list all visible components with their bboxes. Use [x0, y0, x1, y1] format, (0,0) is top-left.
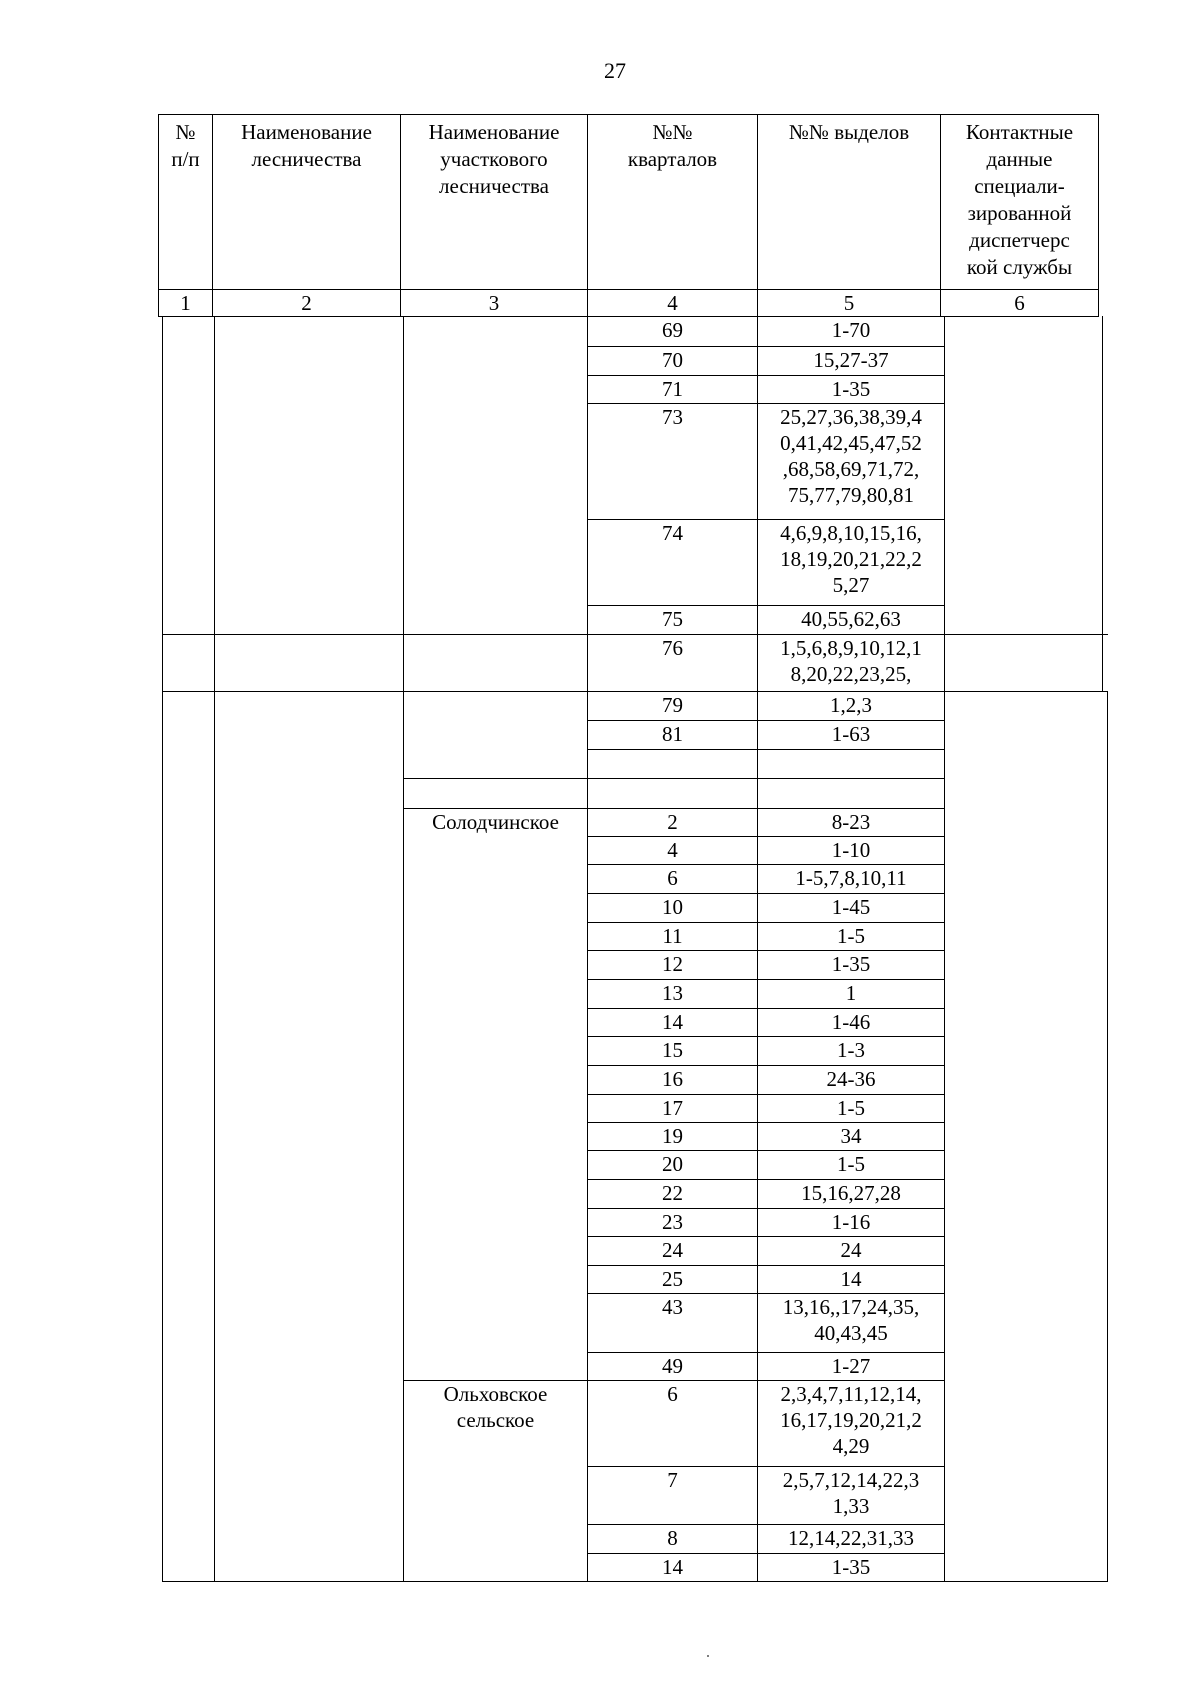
- plots-cell: [758, 1122, 944, 1151]
- plots-cell-text: 1-35: [831, 377, 871, 401]
- column-number-3: [401, 289, 587, 317]
- quarter-cell-text: 25: [662, 1267, 683, 1291]
- column-header-6-text: Контактные данные специали- зированной диспетчерс кой службы: [965, 120, 1074, 279]
- district-border: [403, 778, 587, 779]
- quarter-cell-text: 11: [662, 924, 683, 948]
- column-header-1: [159, 118, 212, 290]
- plots-cell-text: 4,6,9,8,10,15,16, 18,19,20,21,22,2 5,27: [780, 521, 922, 597]
- quarter-cell-text: 6: [667, 866, 678, 890]
- plots-cell-text: 1-45: [831, 895, 871, 919]
- plots-cell: [758, 346, 944, 376]
- plots-cell: [758, 1065, 944, 1095]
- table-bottom-border: [162, 1581, 587, 1582]
- quarter-cell: [588, 836, 757, 865]
- quarter-cell: [588, 403, 757, 520]
- plots-cell-text: 34: [840, 1124, 862, 1148]
- plots-cell: [758, 808, 944, 837]
- quarter-cell-text: 15: [662, 1038, 683, 1062]
- plots-cell: [758, 864, 944, 894]
- quarter-cell: [588, 720, 757, 750]
- plots-cell: [758, 1553, 944, 1582]
- district-olkhovskoe-text: Ольховское сельское: [443, 1382, 548, 1432]
- quarter-cell: [588, 979, 757, 1009]
- quarter-cell: [588, 1553, 757, 1582]
- column-number-1-text: 1: [180, 291, 191, 315]
- table-left-border: [162, 316, 163, 1581]
- quarter-cell: [588, 808, 757, 837]
- plots-cell-text: 1-35: [831, 952, 871, 976]
- header-divider: [158, 289, 1099, 290]
- quarter-cell-text: 7: [667, 1468, 678, 1492]
- column-header-5: [758, 118, 940, 290]
- page-number: 27: [604, 58, 626, 83]
- quarter-cell: [588, 1352, 757, 1381]
- quarter-cell-text: 79: [662, 693, 683, 717]
- quarter-cell-text: 49: [662, 1354, 683, 1378]
- quarter-cell-text: 24: [662, 1238, 683, 1262]
- plots-cell-text: 15,27-37: [813, 348, 889, 372]
- row-border: [587, 1581, 945, 1582]
- column-header-4-text: №№ кварталов: [627, 120, 718, 171]
- column-number-6-text: 6: [1014, 291, 1025, 315]
- plots-cell: [758, 1293, 944, 1353]
- quarter-cell: [588, 1150, 757, 1180]
- plots-cell-text: 13,16,,17,24,35, 40,43,45: [782, 1295, 920, 1345]
- quarter-cell-text: 10: [662, 895, 683, 919]
- plots-cell: [758, 634, 944, 692]
- column-header-3: [401, 118, 587, 290]
- quarter-cell-text: 73: [662, 405, 683, 429]
- column-number-4-text: 4: [667, 291, 678, 315]
- plots-cell: [758, 979, 944, 1009]
- plots-cell: [758, 922, 944, 951]
- column-header-5-text: №№ выделов: [788, 120, 910, 144]
- district-solodchinskoe: [404, 808, 587, 837]
- quarter-cell: [588, 634, 757, 692]
- column-number-3-text: 3: [488, 291, 500, 315]
- column-number-5: [758, 289, 940, 317]
- quarter-cell: [588, 1036, 757, 1066]
- plots-cell: [758, 1150, 944, 1180]
- quarter-col-border: [587, 316, 588, 1581]
- plots-cell-text: 1-27: [831, 1354, 871, 1378]
- quarter-cell-text: 23: [662, 1210, 683, 1234]
- quarter-cell-text: 76: [662, 636, 683, 660]
- quarter-cell-text: 71: [662, 377, 683, 401]
- column-number-4: [588, 289, 757, 317]
- quarter-cell: [588, 749, 757, 779]
- plots-cell: [758, 1466, 944, 1525]
- plots-cell-text: 1-63: [831, 722, 871, 746]
- column-header-4: [588, 118, 757, 290]
- quarter-cell: [588, 778, 757, 809]
- district-solodchinskoe-text: Солодчинское: [432, 810, 559, 834]
- header-col-border: [940, 114, 941, 316]
- quarter-cell: [588, 1236, 757, 1266]
- plots-cell: [758, 691, 944, 721]
- quarter-cell-text: 74: [662, 521, 683, 545]
- plots-right-border: [944, 316, 945, 1581]
- quarter-cell: [588, 1179, 757, 1209]
- plots-cell: [758, 1094, 944, 1123]
- plots-cell: [758, 316, 944, 347]
- plots-cell-text: 15,16,27,28: [801, 1181, 901, 1205]
- quarter-cell-text: 69: [662, 318, 683, 342]
- quarter-cell: [588, 1094, 757, 1123]
- header-top-border: [158, 114, 1099, 115]
- quarter-cell: [588, 1380, 757, 1467]
- quarter-cell: [588, 950, 757, 980]
- quarter-cell-text: 4: [667, 838, 678, 862]
- quarter-cell: [588, 316, 757, 347]
- quarter-cell: [588, 1208, 757, 1237]
- quarter-cell: [588, 1008, 757, 1037]
- quarter-cell: [588, 1065, 757, 1095]
- header-col-border: [400, 114, 401, 316]
- plots-cell-text: 1-5: [837, 1152, 865, 1176]
- plots-cell-text: 24: [840, 1238, 862, 1262]
- plots-cell-text: 1-10: [831, 838, 871, 862]
- quarter-cell-text: 13: [662, 981, 683, 1005]
- quarter-cell-text: 16: [662, 1067, 683, 1091]
- plots-cell: [758, 836, 944, 865]
- quarter-cell: [588, 864, 757, 894]
- plots-cell: [758, 749, 944, 779]
- quarter-cell: [588, 605, 757, 635]
- plots-cell: [758, 1179, 944, 1209]
- plots-cell: [758, 1352, 944, 1381]
- column-number-5-text: 5: [843, 291, 855, 315]
- plots-cell-text: 1-5,7,8,10,11: [795, 866, 907, 890]
- column-header-2-text: Наименование лесничества: [241, 120, 372, 171]
- column-number-2-text: 2: [301, 291, 312, 315]
- plots-cell-text: 1-16: [831, 1210, 871, 1234]
- quarter-cell-text: 22: [662, 1181, 683, 1205]
- plots-cell: [758, 950, 944, 980]
- quarter-cell-text: 81: [662, 722, 683, 746]
- column-header-2: [213, 118, 400, 290]
- header-col-border: [757, 114, 758, 316]
- plots-col-border: [757, 316, 758, 1581]
- quarter-cell-text: 17: [662, 1096, 683, 1120]
- column-number-2: [213, 289, 400, 317]
- quarter-cell-text: 14: [662, 1555, 683, 1579]
- plots-cell-text: 1: [845, 981, 857, 1005]
- plots-cell-text: 1-5: [837, 924, 865, 948]
- header-col-border: [587, 114, 588, 316]
- quarter-cell-text: 43: [662, 1295, 683, 1319]
- plots-cell: [758, 1036, 944, 1066]
- quarter-cell-text: 75: [662, 607, 683, 631]
- quarter-cell: [588, 1293, 757, 1353]
- plots-cell: [758, 1236, 944, 1266]
- table-right-border: [1107, 691, 1108, 1581]
- plots-cell-text: 1-46: [831, 1010, 871, 1034]
- plots-cell: [758, 605, 944, 635]
- plots-cell: [758, 893, 944, 923]
- plots-cell: [758, 519, 944, 606]
- header-col-border: [158, 114, 159, 316]
- quarter-cell: [588, 691, 757, 721]
- plots-cell-text: 1-35: [831, 1555, 871, 1579]
- plots-cell: [758, 1380, 944, 1467]
- plots-cell-text: 12,14,22,31,33: [788, 1526, 914, 1550]
- quarter-cell: [588, 519, 757, 606]
- quarter-cell: [588, 1122, 757, 1151]
- quarter-cell: [588, 893, 757, 923]
- column-number-6: [941, 289, 1098, 317]
- group-border: [162, 691, 587, 692]
- quarter-cell: [588, 1265, 757, 1294]
- plots-cell-text: 14: [840, 1267, 862, 1291]
- header-col-border: [1098, 114, 1099, 316]
- quarter-cell-text: 8: [667, 1526, 678, 1550]
- plots-cell: [758, 720, 944, 750]
- plots-cell-text: 25,27,36,38,39,4 0,41,42,45,47,52 ,68,58,69,71,72, 75,77,79,80,81: [780, 405, 922, 507]
- plots-cell: [758, 1265, 944, 1294]
- column-number-1: [159, 289, 212, 317]
- scan-speck: [707, 1655, 709, 1657]
- table-right-border: [1102, 316, 1103, 691]
- quarter-cell: [588, 1466, 757, 1525]
- plots-cell: [758, 1524, 944, 1554]
- district-olkhovskoe: [404, 1380, 587, 1441]
- plots-cell: [758, 1008, 944, 1037]
- plots-cell-text: 40,55,62,63: [801, 607, 901, 631]
- quarter-cell: [588, 922, 757, 951]
- plots-cell-text: 1,5,6,8,9,10,12,1 8,20,22,23,25,: [780, 636, 922, 686]
- col2-border: [214, 316, 215, 1581]
- plots-cell-text: 1-3: [837, 1038, 865, 1062]
- quarter-cell-text: 2: [667, 810, 678, 834]
- column-header-3-text: Наименование участкового лесничества: [428, 120, 560, 198]
- plots-cell: [758, 375, 944, 404]
- plots-cell-text: 1-5: [837, 1096, 865, 1120]
- group-border: [944, 691, 1108, 692]
- quarter-cell-text: 19: [662, 1124, 683, 1148]
- quarter-cell: [588, 346, 757, 376]
- quarter-cell: [588, 1524, 757, 1554]
- header-col-border: [212, 114, 213, 316]
- column-header-1-text: № п/п: [171, 120, 200, 171]
- table-bottom-border: [944, 1581, 1108, 1582]
- quarter-cell: [588, 375, 757, 404]
- plots-cell: [758, 1208, 944, 1237]
- plots-cell-text: 8-23: [831, 810, 871, 834]
- plots-cell: [758, 403, 944, 520]
- plots-cell-text: 2,3,4,7,11,12,14, 16,17,19,20,21,2 4,29: [780, 1382, 922, 1458]
- quarter-cell-text: 12: [662, 952, 683, 976]
- quarter-cell-text: 70: [662, 348, 683, 372]
- group-border: [162, 634, 587, 635]
- quarter-cell-text: 20: [662, 1152, 683, 1176]
- quarter-cell-text: 6: [667, 1382, 678, 1406]
- column-header-6: [941, 118, 1098, 290]
- group-border: [944, 634, 1108, 635]
- plots-cell-text: 24-36: [826, 1067, 876, 1091]
- plots-cell-text: 1,2,3: [830, 693, 872, 717]
- plots-cell: [758, 778, 944, 809]
- quarter-cell-text: 14: [662, 1010, 683, 1034]
- plots-cell-text: 1-70: [831, 318, 871, 342]
- plots-cell-text: 2,5,7,12,14,22,3 1,33: [782, 1468, 920, 1518]
